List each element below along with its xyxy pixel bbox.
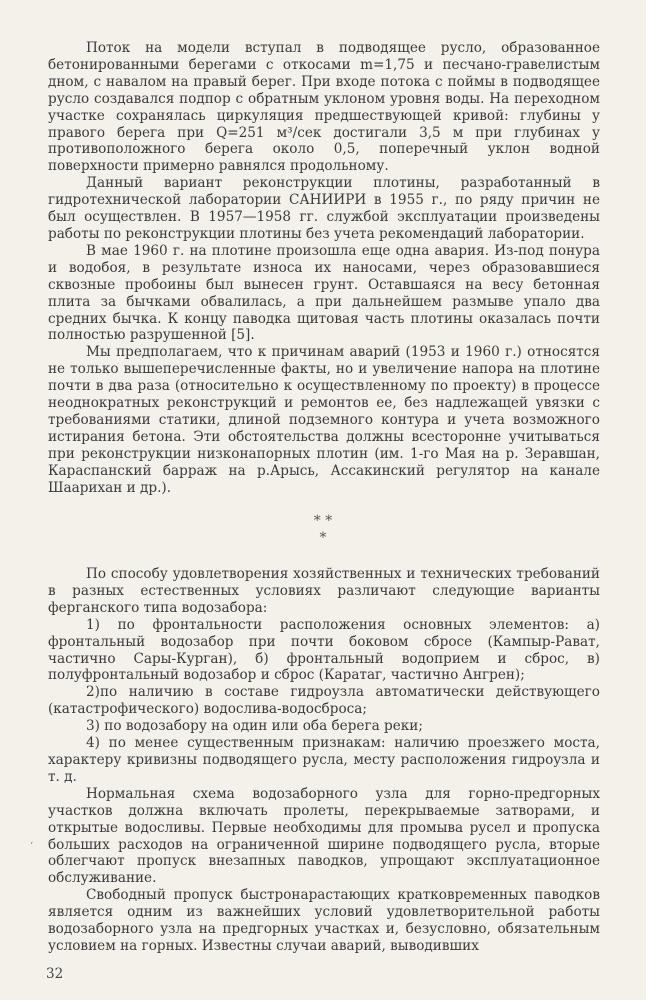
margin-mark: ʻ bbox=[30, 841, 34, 852]
list-item-minor-features: 4) по менее существенным признакам: наличию проезжего моста, характеру кривизны подводящего русла, месту расположения гидроузла и т. д. bbox=[48, 735, 600, 785]
page-number: 32 bbox=[46, 966, 64, 982]
paragraph-model-flow: Поток на модели вступал в подводящее русло, образованное бетонированными берегами с откосами m=1,75 и песчано-гравелистым дном, с навалом на правый берег. При входе потока с поймы в подводящее русло создавался подпор с обратным уклоном уровня воды. На переходном участке сохранялась циркуляция предшествующей кривой: глубины у правого берега при Q=251 м³/сек достигали 3,5 м при глубинах у противоположного берега около 0,5, поперечный уклон водной поверхности примерно равнялся продольному. bbox=[48, 40, 600, 175]
list-item-banks: 3) по водозабору на один или оба берега реки; bbox=[86, 718, 423, 735]
text-section-1 bbox=[48, 40, 600, 496]
list-item-frontality: 1) по фронтальности расположения основных элементов: а) фронтальный водозабор при почти боковом сбросе (Кампыр-Рават, частично Сары-Курган), б) фронтальный водоприем и сброс, в) полуфронтальный водозабор и сброс (Каратаг, частично Ангрен); bbox=[48, 616, 600, 684]
section-separator-top bbox=[0, 513, 646, 529]
separator-asterisks-top: * * bbox=[313, 513, 333, 529]
paragraph-normal-scheme: Нормальная схема водозаборного узла для горно-предгорных участков должна включать пролеты, перекрываемые затворами, и открытые водосливы. Первые необходимы для промыва русел и пропуска больших расходов на ограниченной ширине подводящего русла, вторые облегчают пропуск внезапных паводков, упрощают эксплуатационное обслуживание. bbox=[48, 785, 600, 887]
section-separator-bottom bbox=[0, 530, 646, 546]
paragraph-accident-causes: Мы предполагаем, что к причинам аварий (1953 и 1960 г.) относятся не только вышеперечисленные факты, но и увеличение напора на плотине почти в два раза (относительно к осуществленному по проекту) в процессе неоднократных реконструкций и ремонтов ее, без надлежащей увязки с требованиями статики, длиной подземного контура и учета возможного истирания бетона. Эти обстоятельства должны всесторонне учитываться при реконструкции низконапорных плотин (им. 1-го Мая на р. Зеравшан, Караспанский барраж на р.Арысь, Ассакинский регулятор на канале Шаарихан и др.). bbox=[48, 344, 600, 496]
list-item-spillway: 2)по наличию в составе гидроузла автоматически действующего (катастрофического) водослива-водосброса; bbox=[48, 684, 600, 718]
paragraph-reconstruction-variant: Данный вариант реконструкции плотины, разработанный в гидротехнической лаборатории САНИИРИ в 1955 г., по ряду причин не был осуществлен. В 1957—1958 гг. службой эксплуатации произведены работы по реконструкции плотины без учета рекомендаций лаборатории. bbox=[48, 175, 600, 242]
paragraph-accident-1960: В мае 1960 г. на плотине произошла еще одна авария. Из-под понура и водобоя, в результате износа их наносами, через образовавшиеся сквозные пробоины был вынесен грунт. Оставшаяся на весу бетонная плита за бычками обвалилась, а при дальнейшем размыве упало два средних бычка. К концу паводка щитовая часть плотины оказалась почти полностью разрушенной [5]. bbox=[48, 242, 600, 344]
separator-asterisk-bottom: * bbox=[319, 530, 327, 546]
paragraph-intake-variants: По способу удовлетворения хозяйственных и технических требований в разных естественных условиях различают следующие варианты ферганского типа водозабора: bbox=[48, 566, 600, 616]
paragraph-flood-passage: Свободный пропуск быстронарастающих кратковременных паводков является одним из важнейших условий удовлетворительной работы водозаборного узла на предгорных участках и, безусловно, обязательным условием на горных. Известны случаи аварий, выводивших bbox=[48, 887, 600, 954]
text-section-2 bbox=[48, 566, 600, 955]
